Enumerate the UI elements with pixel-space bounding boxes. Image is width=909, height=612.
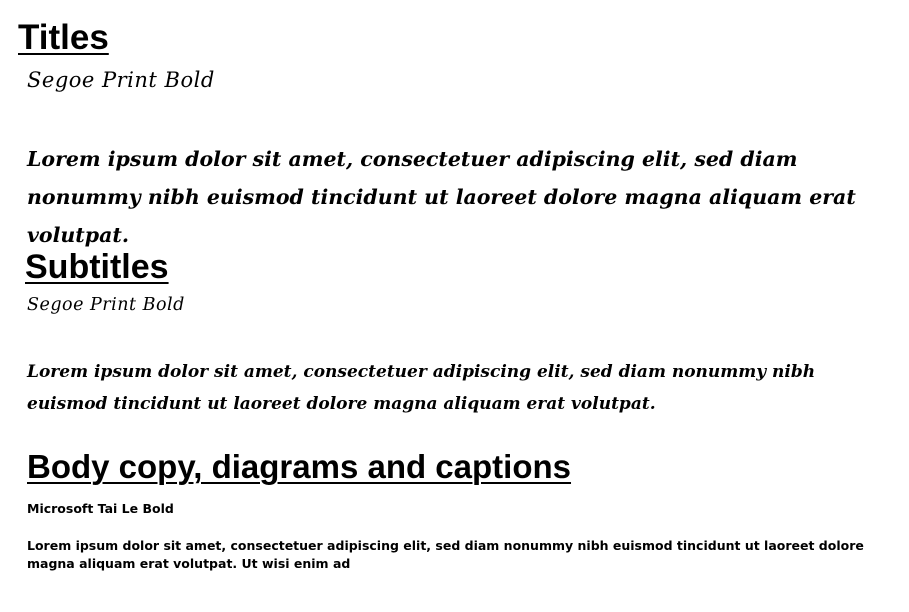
body-copy-heading: Body copy, diagrams and captions <box>27 448 572 485</box>
titles-font-name: Segoe Print Bold <box>27 68 215 92</box>
subtitles-heading: Subtitles <box>25 248 169 286</box>
subtitles-sample-text: Lorem ipsum dolor sit amet, consectetuer adipiscing elit, sed diam nonummy nibh euismod tincidunt ut laoreet dolore magna aliquam erat volutpat. <box>27 362 816 414</box>
body-copy-font-name: Microsoft Tai Le Bold <box>27 501 174 516</box>
titles-heading: Titles <box>18 18 109 57</box>
titles-sample-text: Lorem ipsum dolor sit amet, consectetuer adipiscing elit, sed diam nonummy nibh euismod tincidunt ut laoreet dolore magna aliquam erat volutpat. <box>27 147 856 247</box>
subtitles-font-name: Segoe Print Bold <box>27 295 185 315</box>
body-copy-sample-text: Lorem ipsum dolor sit amet, consectetuer adipiscing elit, sed diam nonummy nibh euismod tincidunt ut laoreet dolore magna aliquam erat volutpat. Ut wisi enim ad <box>27 538 864 571</box>
